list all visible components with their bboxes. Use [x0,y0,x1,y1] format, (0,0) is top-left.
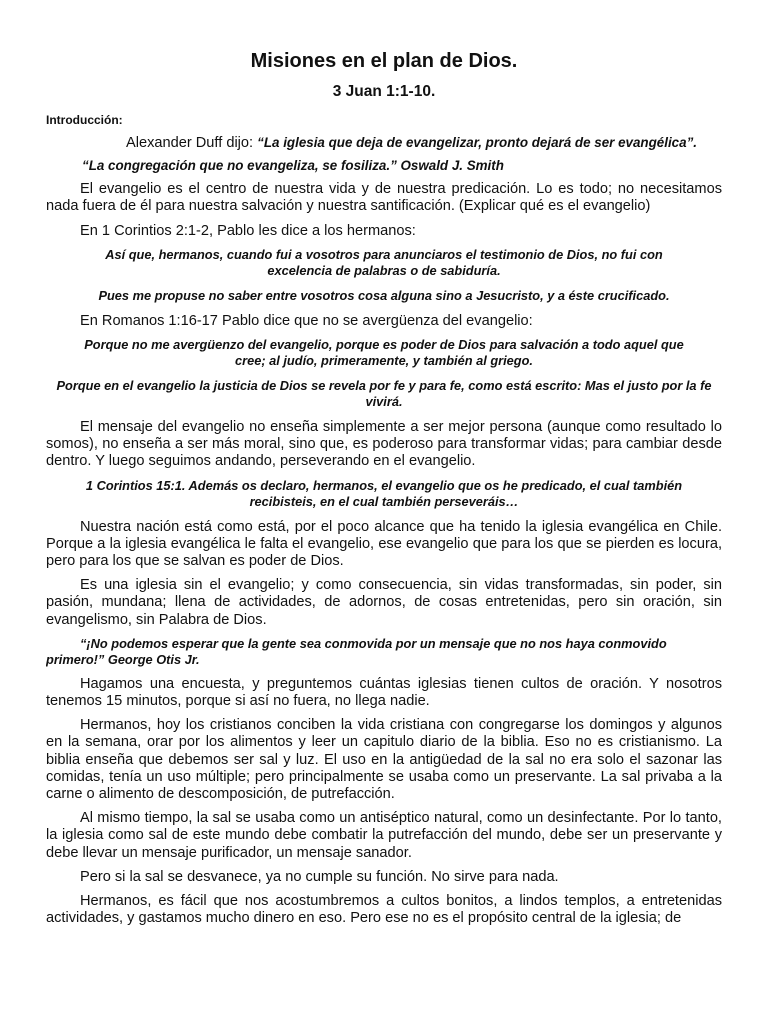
paragraph-11: Hermanos, es fácil que nos acostumbremos a cultos bonitos, a lindos templos, a entretenidas actividades, y gastamos mucho dinero en eso. Pero ese no es el propósito central de la iglesia; de [46,893,722,927]
otis-quote: “¡No podemos esperar que la gente sea conmovida por un mensaje que no nos haya conmovido primero!” George Otis Jr. [46,635,667,667]
duff-quote: “La iglesia que deja de evangelizar, pronto dejará de ser evangélica”. [257,135,697,150]
smith-quote: “La congregación que no evangeliza, se fosiliza.” Oswald J. Smith [82,158,504,174]
document-title: Misiones en el plan de Dios. [250,50,518,72]
paragraph-3: En Romanos 1:16-17 Pablo dice que no se avergüenza del evangelio: [80,312,533,329]
verse-romans-1-17: Porque en el evangelio la justicia de Dios se revela por fe y para fe, como está escrito: Mas el justo por la fe vivirá. [56,378,712,410]
duff-quote-paragraph [126,134,722,152]
document-page [46,48,722,1008]
paragraph-6: Es una iglesia sin el evangelio; y como consecuencia, sin vidas transformadas, sin poder, sin pasión, mundana; llena de actividades, de adornos, de cosas entretenidas, pero sin oración, sin evangelismo, sin Palabra de Dios. [46,577,722,628]
paragraph-9: Al mismo tiempo, la sal se usaba como un antiséptico natural, como un desinfectante. Por lo tanto, la iglesia como sal de este mundo debe combatir la putrefacción del mundo, debe ser un preservante y debe llevar un mensaje purificador, un mensaje sanador. [46,810,722,861]
paragraph-7: Hagamos una encuesta, y preguntemos cuántas iglesias tienen cultos de oración. Y nosotros tenemos 15 minutos, porque si así no fuera, no llega nadie. [46,675,722,710]
verse-corinthians-2-1: Así que, hermanos, cuando fui a vosotros para anunciaros el testimonio de Dios, no fui con excelencia de palabras o de sabiduría. [105,246,663,278]
paragraph-2: En 1 Corintios 2:1-2, Pablo les dice a los hermanos: [80,222,416,239]
verse-corinthians-15-1: 1 Corintios 15:1. Además os declaro, hermanos, el evangelio que os he predicado, el cual también recibisteis, en el cual también perseveráis… [85,477,683,509]
intro-label: Introducción: [46,113,123,127]
scripture-reference: 3 Juan 1:1-10. [332,83,436,100]
paragraph-5: Nuestra nación está como está, por el poco alcance que ha tenido la iglesia evangélica en Chile. Porque a la iglesia evangélica le falta el evangelio, ese evangelio que para los que se pierden es locura, pero para los que se salvan es poder de Dios. [46,518,722,570]
verse-corinthians-2-2: Pues me propuse no saber entre vosotros cosa alguna sino a Jesucristo, y a éste crucificado. [98,287,670,303]
paragraph-10: Pero si la sal se desvanece, ya no cumple su función. No sirve para nada. [80,868,559,885]
verse-romans-1-16: Porque no me avergüenzo del evangelio, porque es poder de Dios para salvación a todo aquel que cree; al judío, primeramente, y también al griego. [84,337,684,369]
duff-prefix: Alexander Duff dijo: [126,135,258,151]
paragraph-1: El evangelio es el centro de nuestra vida y de nuestra predicación. Lo es todo; no necesitamos nada fuera de él para nuestra salvación y nuestra santificación. (Explicar qué es el evangelio) [46,181,722,215]
paragraph-8: Hermanos, hoy los cristianos conciben la vida cristiana con congregarse los domingos y algunos en la semana, orar por los alimentos y leer un capitulo diario de la biblia. Eso no es cristianismo. La biblia enseña que debemos ser sal y luz. El uso en la antigüedad de la sal no era solo el sazonar las comidas, tenía un uso múltiple; pero principalmente se usaba como un preservante. La sal privaba a la carne o alimento de descomposición, de putrefacción. [46,717,722,803]
paragraph-4: El mensaje del evangelio no enseña simplemente a ser mejor persona (aunque como resultado lo somos), no enseña a ser más moral, sino que, es poderoso para transformar vidas; para cambiar desde dentro. Y luego seguimos andando, perseverando en el evangelio. [46,419,722,470]
